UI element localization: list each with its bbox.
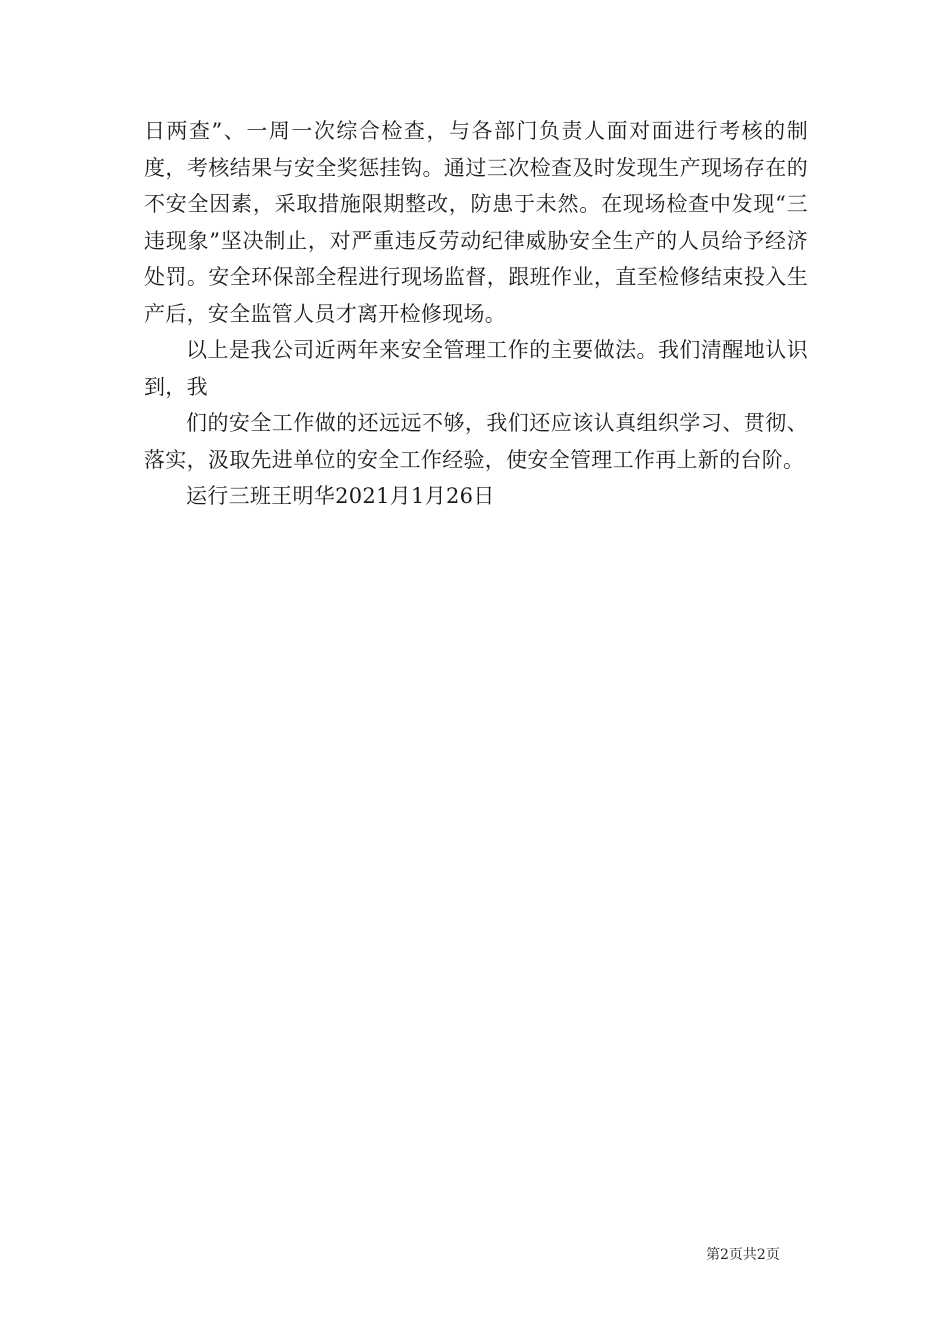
paragraph-improvement: 们的安全工作做的还远远不够，我们还应该认真组织学习、贯彻、落实，汲取先进单位的安全工作经验，使安全管理工作再上新的台阶。 — [144, 411, 808, 472]
paragraph-summary: 以上是我公司近两年来安全管理工作的主要做法。我们清醒地认识到，我 — [144, 338, 808, 399]
page-number: 第2页共2页 — [706, 1247, 780, 1263]
signature-line: 运行三班王明华2021月1月26日 — [186, 484, 495, 508]
paragraph-inspection-system: 日两查”、一周一次综合检查，与各部门负责人面对面进行考核的制度，考核结果与安全奖惩挂钩。通过三次检查及时发现生产现场存在的不安全因素，采取措施限期整改，防患于未然。在现场检查中发现“三违现象”坚决制止，对严重违反劳动纪律威胁安全生产的人员给予经济处罚。安全环保部全程进行现场监督，跟班作业，直至检修结束投入生产后，安全监管人员才离开检修现场。 — [144, 119, 808, 326]
document-body — [144, 113, 808, 515]
